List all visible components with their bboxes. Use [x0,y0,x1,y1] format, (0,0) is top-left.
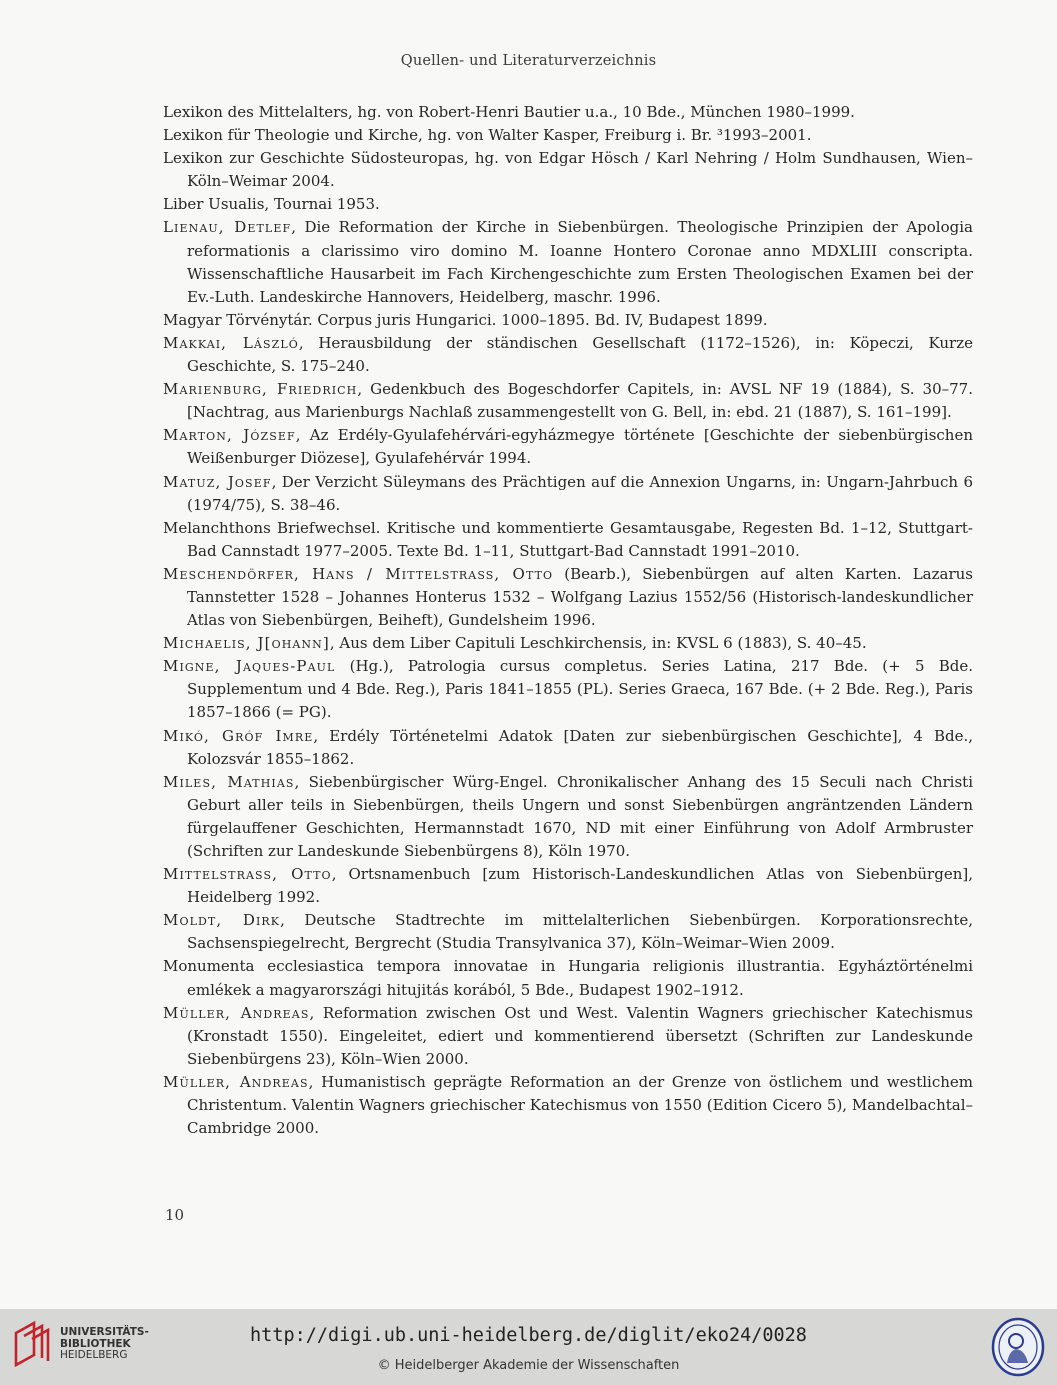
bibliography-entry [163,332,973,378]
entry-author: Miles, Mathias [163,772,295,791]
bibliography-entry [163,955,973,1001]
entry-author: Matuz, Josef [163,472,272,491]
entry-author: Moldt, Dirk [163,911,281,930]
library-name-line-3: HEIDELBERG [60,1349,128,1361]
entry-author: Migne, Jaques-Paul [163,657,336,676]
bibliography-entry [163,378,973,424]
entry-text: Monumenta ecclesiastica tempora innovatae in Hungaria religionis illustrantia. Egyháztörténelmi emlékek a magyarországi hitujitás korából, 5 Bde., Budapest 1902–1912. [163,957,973,999]
page-number: 10 [165,1206,185,1224]
entry-text: , Die Reformation der Kirche in Siebenbürgen. Theologische Prinzipien der Apologia reformationis a clarissimo viro domino M. Ioanne Hontero Coronae anno MDXLIII conscripta. Wissenschaftliche Hausarbeit im Fach Kirchengeschichte zum Ersten Theologischen Examen bei der Ev.-Luth. Landeskirche Hannovers, Heidelberg, maschr. 1996. [187,218,973,306]
entry-text: Lexikon zur Geschichte Südosteuropas, hg. von Edgar Hösch / Karl Nehring / Holm Sundhausen, Wien–Köln–Weimar 2004. [163,149,973,191]
bibliography-entry [163,863,973,909]
entry-text: , Erdély Történetelmi Adatok [Daten zur siebenbürgischen Geschichte], 4 Bde., Kolozsvár 1855–1862. [187,726,973,768]
entry-text: , Gedenkbuch des Bogeschdorfer Capitels, in: AVSL NF 19 (1884), S. 30–77. [Nachtrag, aus Marienburgs Nachlaß zusammengestellt von G. Bell, in: ebd. 21 (1887), S. 161–199]. [187,380,973,422]
entry-author: Marton, József [163,426,296,445]
library-name-line-1: UNIVERSITÄTS- [60,1326,149,1338]
bibliography-entry [163,193,973,216]
bibliography-entry [163,309,973,332]
entry-text: Liber Usualis, Tournai 1953. [163,195,380,214]
bibliography-entry [163,632,973,655]
bibliography-entry [163,517,973,563]
library-name-line-2: BIBLIOTHEK [60,1337,131,1350]
bibliography-entry [163,771,973,863]
bibliography-list [163,101,973,1140]
bibliography-entry [163,216,973,308]
entry-author: Marienburg, Friedrich [163,380,358,399]
bibliography-entry [163,124,973,147]
bibliography-entry [163,563,973,632]
bibliography-entry [163,471,973,517]
running-header: Quellen- und Literaturverzeichnis [400,53,657,69]
viewer-footer [0,1309,1057,1385]
entry-text: , Deutsche Stadtrechte im mittelalterlichen Siebenbürgen. Korporationsrechte, Sachsenspiegelrecht, Bergrecht (Studia Transylvanica 37), Köln–Weimar–Wien 2009. [187,911,973,953]
entry-text: , Reformation zwischen Ost und West. Valentin Wagners griechischer Katechismus (Kronstadt 1550). Eingeleitet, ediert und kommentierend übersetzt (Schriften zur Landeskunde Siebenbürgens 23), Köln–Wien 2000. [187,1003,973,1068]
entry-text: , Humanistisch geprägte Reformation an der Grenze von östlichem und westlichem Christentum. Valentin Wagners griechischer Katechismus von 1550 (Edition Cicero 5), Mandelbachtal–Cambridge 2000. [187,1072,973,1138]
entry-text: , Az Erdély-Gyulafehérvári-egyházmegye története [Geschichte der siebenbürgischen Weißenburger Diözese], Gyulafehérvár 1994. [187,426,973,468]
bibliography-entry [163,909,973,955]
entry-author: Mikó, Gróf Imre [163,726,314,745]
academy-seal-icon [991,1317,1045,1377]
bibliography-entry [163,655,973,724]
entry-author: Michaelis, J[ohann] [163,634,330,653]
entry-author: Mittelstrass, Otto [163,865,332,884]
permalink-url[interactable]: http://digi.ub.uni-heidelberg.de/diglit/eko24/0028 [250,1325,807,1346]
entry-author: Meschendörfer, Hans / Mittelstrass, Otto [163,564,554,583]
entry-author: Müller, Andreas [163,1003,310,1022]
copyright-notice: © Heidelberger Akademie der Wissenschaften [377,1358,680,1373]
entry-text: , Herausbildung der ständischen Gesellschaft (1172–1526), in: Köpeczi, Kurze Geschichte, S. 175–240. [187,333,973,376]
entry-author: Makkai, László [163,333,299,352]
entry-text: Melanchthons Briefwechsel. Kritische und kommentierte Gesamtausgabe, Regesten Bd. 1–12, Stuttgart-Bad Cannstadt 1977–2005. Texte Bd. 1–11, Stuttgart-Bad Cannstadt 1991–2010. [163,518,973,560]
entry-text: (Hg.), Patrologia cursus completus. Series Latina, 217 Bde. (+ 5 Bde. Supplementum und 4 Bde. Reg.), Paris 1841–1855 (PL). Series Graeca, 167 Bde. (+ 2 Bde. Reg.), Paris 1857–1866 (= PG). [187,657,974,722]
bibliography-entry [163,147,973,193]
entry-text: , Siebenbürgischer Würg-Engel. Chronikalischer Anhang des 15 Seculi nach Christi Geburt aller teils in Siebenbürgen, theils Ungern und sonst Siebenbürgen angräntzenden Ländern fürgelauffener Geschichten, Hermannstadt 1670, ND mit einer Einführung von Adolf Armbruster (Schriften zur Landeskunde Siebenbürgens 8), Köln 1970. [187,772,973,860]
bibliography-entry [163,424,973,470]
bibliography-entry [163,101,973,124]
entry-text: (Bearb.), Siebenbürgen auf alten Karten. Lazarus Tannstetter 1528 – Johannes Honterus 1532 – Wolfgang Lazius 1552/56 (Historisch-landeskundlicher Atlas von Siebenbürgen, Beiheft), Gundelsheim 1996. [187,564,973,630]
entry-text: Lexikon für Theologie und Kirche, hg. von Walter Kasper, Freiburg i. Br. ³1993–2001. [163,126,812,145]
bibliography-entry [163,725,973,771]
bibliography-entry [163,1002,973,1071]
entry-text: Magyar Törvénytár. Corpus juris Hungarici. 1000–1895. Bd. IV, Budapest 1899. [163,310,768,329]
entry-author: Lienau, Detlef [163,218,292,237]
entry-text: , Der Verzicht Süleymans des Prächtigen auf die Annexion Ungarns, in: Ungarn-Jahrbuch 6 (1974/75), S. 38–46. [187,472,974,514]
bibliography-entry [163,1071,973,1140]
entry-text: Lexikon des Mittelalters, hg. von Robert-Henri Bautier u.a., 10 Bde., München 1980–1999. [163,103,855,121]
entry-text: , Aus dem Liber Capituli Leschkirchensis, in: KVSL 6 (1883), S. 40–45. [329,634,867,653]
entry-author: Müller, Andreas [163,1072,309,1091]
entry-text: , Ortsnamenbuch [zum Historisch-Landeskundlichen Atlas von Siebenbürgen], Heidelberg 1992. [187,865,973,907]
